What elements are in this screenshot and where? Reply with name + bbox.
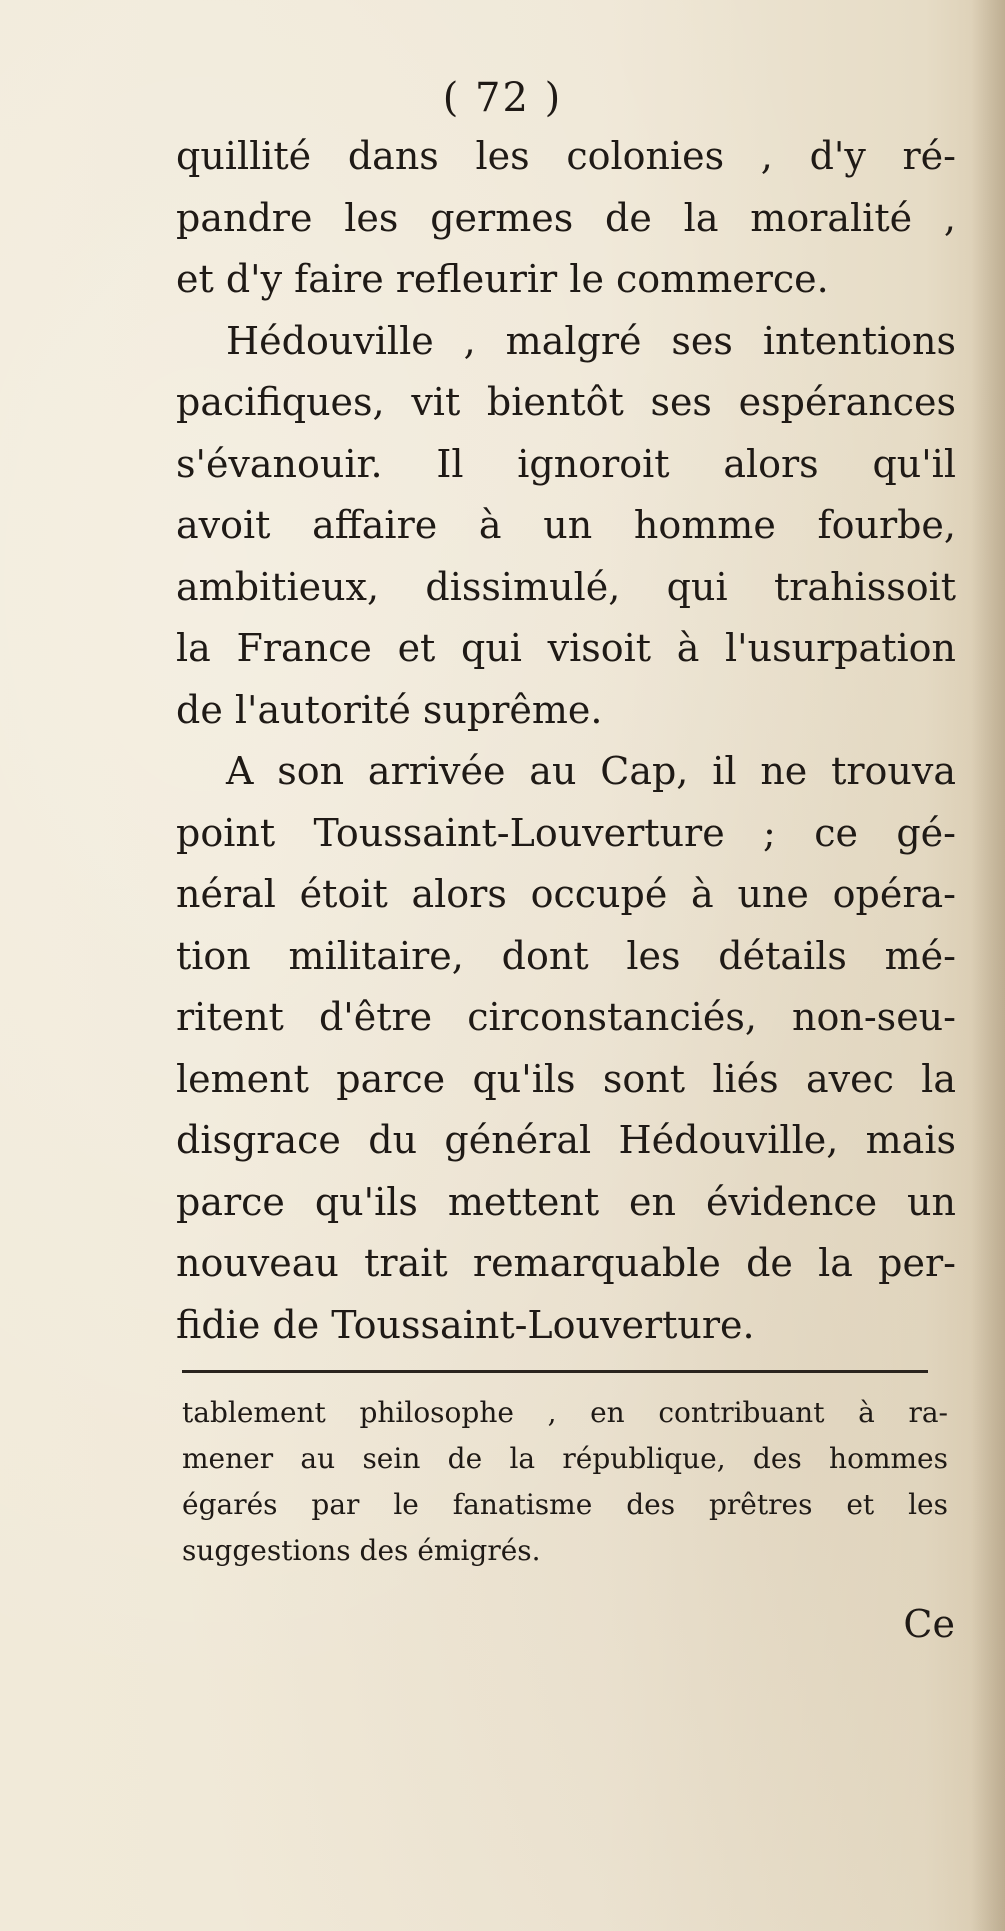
text-line: nouveau trait remarquable de la per- (176, 1241, 956, 1285)
text-line: parce qu'ils mettent en évidence un (176, 1179, 956, 1224)
text-line: et d'y faire refleurir le commerce. (176, 257, 829, 301)
footnote-line: mener au sein de la république, des hommes (182, 1442, 948, 1475)
text-line: ritent d'être circonstanciés, non-seu- (176, 995, 956, 1039)
footnote-line: égarés par le fanatisme des prêtres et les (182, 1488, 948, 1521)
text-line: néral étoit alors occupé à une opéra- (176, 872, 956, 916)
paragraph-1 (176, 126, 956, 311)
text-line: avoit affaire à un homme fourbe, (176, 503, 956, 547)
text-line: point Toussaint-Louverture ; ce gé- (176, 810, 956, 855)
text-line: de l'autorité suprême. (176, 687, 603, 732)
text-line: pacifiques, vit bientôt ses espérances (176, 380, 956, 424)
text-line: ambitieux, dissimulé, qui trahissoit (176, 564, 956, 609)
text-line: quillité dans les colonies , d'y ré- (176, 134, 956, 178)
footnote (182, 1390, 948, 1574)
footnote-divider (182, 1370, 928, 1373)
text-line: A son arrivée au Cap, il ne trouva (226, 749, 956, 793)
text-line: s'évanouir. Il ignoroit alors qu'il (176, 441, 956, 486)
footnote-line: suggestions des émigrés. (182, 1534, 541, 1567)
paragraph-3 (176, 741, 956, 1356)
body-text (176, 126, 956, 1356)
page-edge-shadow (971, 0, 1005, 1931)
text-line: fidie de Toussaint-Louverture. (176, 1302, 755, 1347)
catchword: Ce (903, 1602, 955, 1646)
paragraph-2 (176, 311, 956, 742)
text-line: disgrace du général Hédouville, mais (176, 1118, 956, 1162)
footnote-line: tablement philosophe , en contribuant à ra- (182, 1396, 948, 1429)
text-line: la France et qui visoit à l'usurpation (176, 626, 956, 670)
text-line: pandre les germes de la moralité , (176, 195, 956, 240)
page-number: ( 72 ) (442, 75, 563, 121)
text-line: Hédouville , malgré ses intentions (226, 318, 956, 363)
text-line: tion militaire, dont les détails mé- (176, 933, 956, 978)
text-line: lement parce qu'ils sont liés avec la (176, 1056, 956, 1101)
